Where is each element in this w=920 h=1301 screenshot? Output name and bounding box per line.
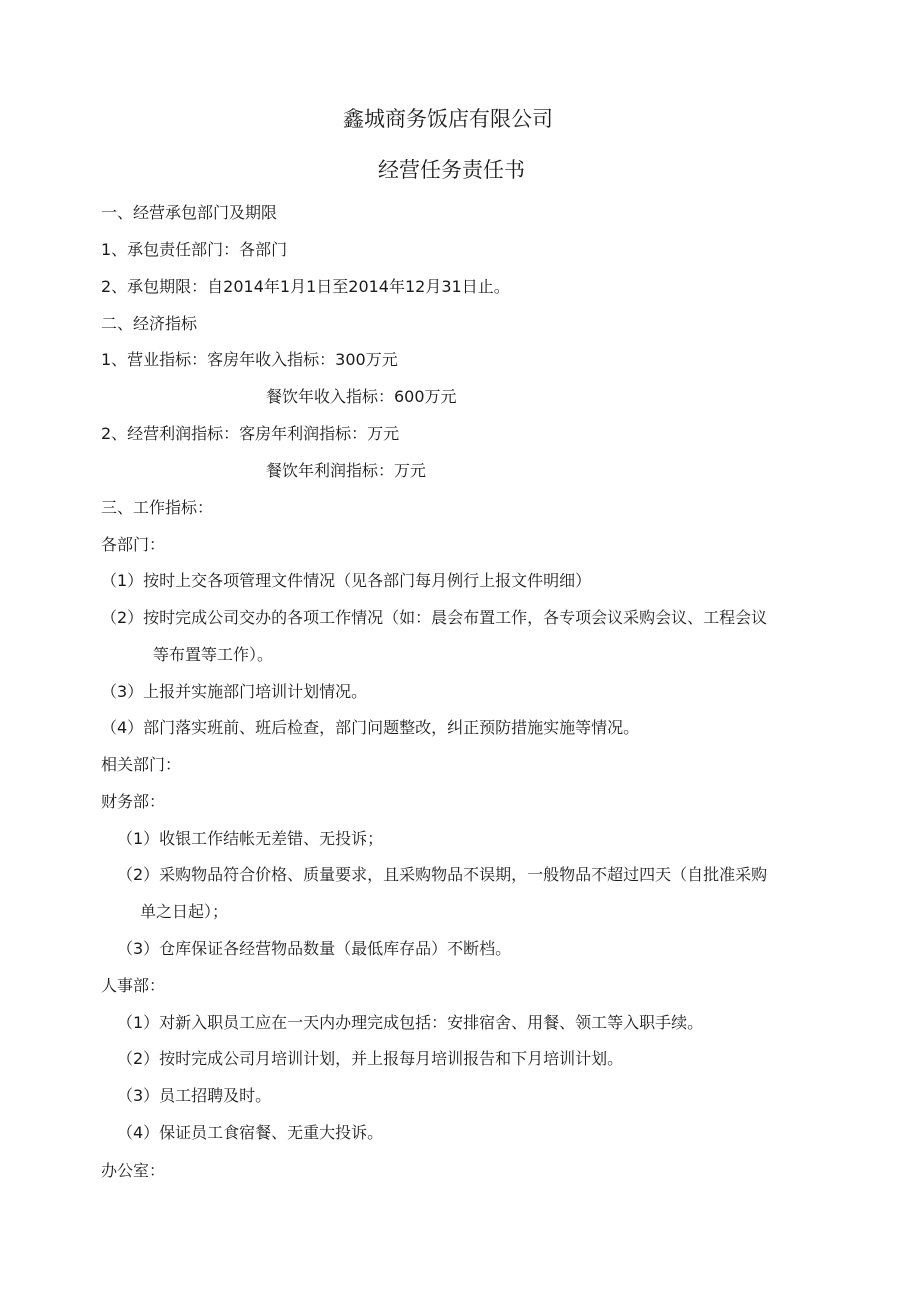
section-1-item-2: 2、承包期限：自2014年1月1日至2014年12月31日止。 — [101, 277, 510, 296]
section-2-item-1b: 餐饮年收入指标：600万元 — [266, 387, 457, 406]
all-departments-item-2: （2）按时完成公司交办的各项工作情况（如：晨会布置工作，各专项会议采购会议、工程会议 — [101, 608, 768, 627]
hr-item-3: （3）员工招聘及时。 — [117, 1086, 272, 1105]
all-departments-item-3: （3）上报并实施部门培训计划情况。 — [101, 682, 368, 701]
document-title: 经营任务责任书 — [378, 158, 525, 182]
section-3-heading: 三、工作指标： — [101, 498, 214, 517]
hr-item-2: （2）按时完成公司月培训计划，并上报每月培训报告和下月培训计划。 — [117, 1049, 624, 1068]
hr-label: 人事部： — [101, 976, 166, 995]
hr-item-1: （1）对新入职员工应在一天内办理完成包括：安排宿舍、用餐、领工等入职手续。 — [117, 1013, 704, 1032]
all-departments-item-2-cont: 等布置等工作）。 — [153, 645, 274, 664]
office-label: 办公室： — [101, 1161, 166, 1180]
section-1-item-1: 1、承包责任部门：各部门 — [101, 240, 288, 259]
finance-item-2: （2）采购物品符合价格、质量要求，且采购物品不误期，一般物品不超过四天（自批准采购 — [117, 865, 768, 884]
hr-item-4: （4）保证员工食宿餐、无重大投诉。 — [117, 1123, 384, 1142]
company-name: 鑫城商务饭店有限公司 — [343, 107, 553, 131]
all-departments-item-4: （4）部门落实班前、班后检查，部门问题整改，纠正预防措施实施等情况。 — [101, 718, 640, 737]
section-2-item-2: 2、经营利润指标：客房年利润指标：万元 — [101, 424, 400, 443]
section-2-heading: 二、经济指标 — [101, 314, 198, 333]
related-departments-label: 相关部门： — [101, 755, 182, 774]
section-2-item-2b: 餐饮年利润指标：万元 — [266, 461, 427, 480]
all-departments-item-1: （1）按时上交各项管理文件情况（见各部门每月例行上报文件明细） — [101, 571, 592, 590]
finance-item-3: （3）仓库保证各经营物品数量（最低库存品）不断档。 — [117, 939, 512, 958]
finance-item-1: （1）收银工作结帐无差错、无投诉； — [117, 829, 384, 848]
finance-label: 财务部： — [101, 792, 166, 811]
section-1-heading: 一、经营承包部门及期限 — [101, 203, 278, 222]
section-2-item-1: 1、营业指标：客房年收入指标：300万元 — [101, 350, 398, 369]
finance-item-2-cont: 单之日起）； — [140, 902, 229, 921]
all-departments-label: 各部门： — [101, 535, 166, 554]
